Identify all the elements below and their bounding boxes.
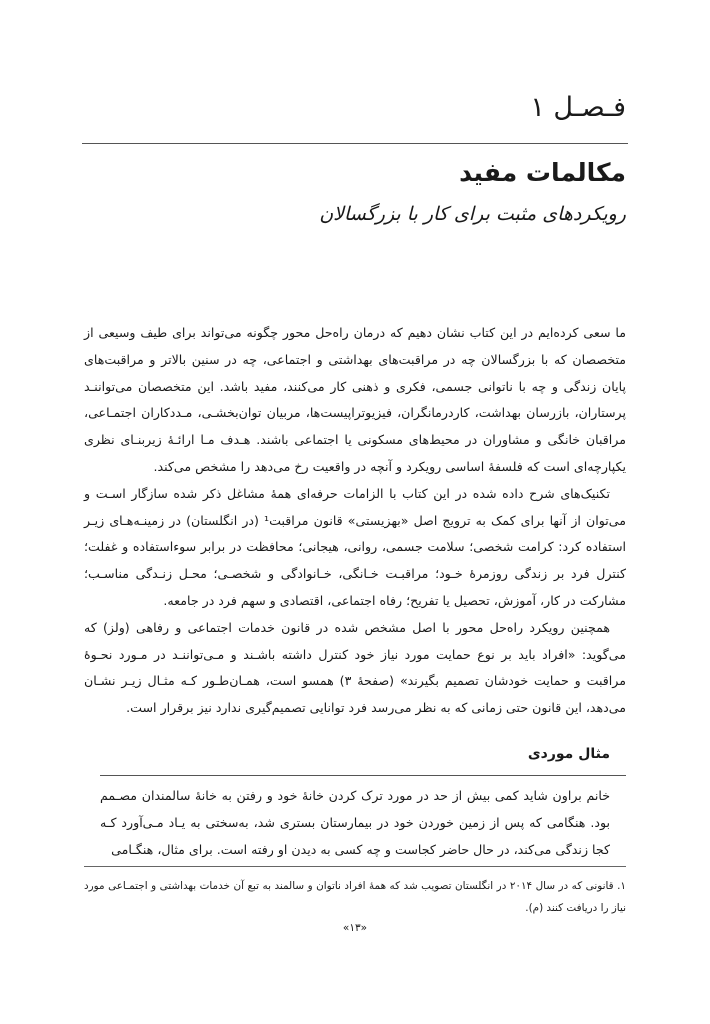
page-number: «۱۳» xyxy=(342,922,368,934)
footnote: ۱. قانونی که در سال ۲۰۱۴ در انگلستان تصویب شد که همهٔ افراد ناتوان و سالمند به تبع آن خدمات بهداشتی و اجتمـاعی مورد نیاز را دریافت کنند (م). xyxy=(84,880,626,914)
paragraph-2: تکنیک‌های شرح داده شده در این کتاب با الزامات حرفه‌ای همهٔ مشاغل ذکر شده سازگار اسـت و می‌توان از آنها برای کمک به ترویج اصل «بهزیستی» قانون مراقبت¹ (در انگلستان) در زمینـه‌هـای زیـر استفاده کرد: کرامت شخصی؛ سلامت جسمی، روانی، هیجانی؛ محافظت در برابر سوءاستفاده و غفلت؛ کنترل فرد بر زندگی روزمرهٔ خـود؛ مراقبـت خـانگی، خـانوادگی و شخصـی؛ محـل زنـدگی مناسـب؛ مشارکت در کار، آموزش، تحصیل یا تفریح؛ رفاه اجتماعی، اقتصادی و سهم فرد در جامعه. xyxy=(84,485,626,608)
chapter-label: فـصـل ۱ xyxy=(530,92,626,123)
footnote-divider xyxy=(84,866,626,867)
body-text xyxy=(84,320,626,722)
chapter-title: مکالمات مفید xyxy=(459,158,626,187)
case-example-divider xyxy=(100,775,626,776)
paragraph-3: همچنین رویکرد راه‌حل محور با اصل مشخص شده در قانون خدمات اجتماعی و رفاهی (ولز) که می‌گوید: «افراد باید بر نوع حمایت مورد نیاز خود کنترل داشته باشـند و مـی‌تواننـد در مـورد نحـوهٔ مراقبت و حمایت خودشان تصمیم بگیرند» (صفحهٔ ۳) همسو است، همـان‌طـور کـه مثـال زیـر نشـان می‌دهد، این قانون حتی زمانی که به نظر می‌رسد فرد توانایی تصمیم‌گیری ندارد نیز برقرار است. xyxy=(84,619,627,716)
case-example-text: خانم براون شاید کمی بیش از حد در مورد ترک کردن خانهٔ خود و رفتن به خانهٔ سالمندان مصـمم بود. هنگامی که پس از زمین خوردن خود در بیمارستان بستری شد، به‌سختی به یـاد مـی‌آورد کـه کجا زندگی می‌کند، در حال حاضر کجاست و چه کسی به دیدن او رفته است. برای مثال، هنگـامی xyxy=(100,788,610,857)
case-example-heading: مثال موردی xyxy=(527,746,610,762)
chapter-subtitle: رویکردهای مثبت برای کار با بزرگسالان xyxy=(319,203,626,225)
paragraph-1: ما سعی کرده‌ایم در این کتاب نشان دهیم که درمان راه‌حل محور چگونه می‌تواند برای طیف وسیعی از متخصصان که با بزرگسالان چه در مراقبت‌های بهداشتی و اجتماعی، چه در سنین بالاتر و مراقبت‌های پایان زندگی و چه با ناتوانی جسمی، فکری و ذهنی کار می‌کنند، مفید باشد. این متخصصان می‌تواننـد پرستاران، بازرسان بهداشت، کاردرمانگران، فیزیوتراپیست‌ها، مربیان توان‌بخشـی، مـددکاران اجتمـاعی، مراقبان خانگی و مشاوران در محیط‌های مسکونی یا اجتماعی باشند. هـدف مـا ارائـهٔ زیربنـای نظری یکپارچه‌ای است که فلسفهٔ اساسی رویکرد و آنچه در واقعیت رخ می‌دهد را مشخص می‌کند. xyxy=(84,325,626,474)
chapter-divider xyxy=(82,143,628,144)
